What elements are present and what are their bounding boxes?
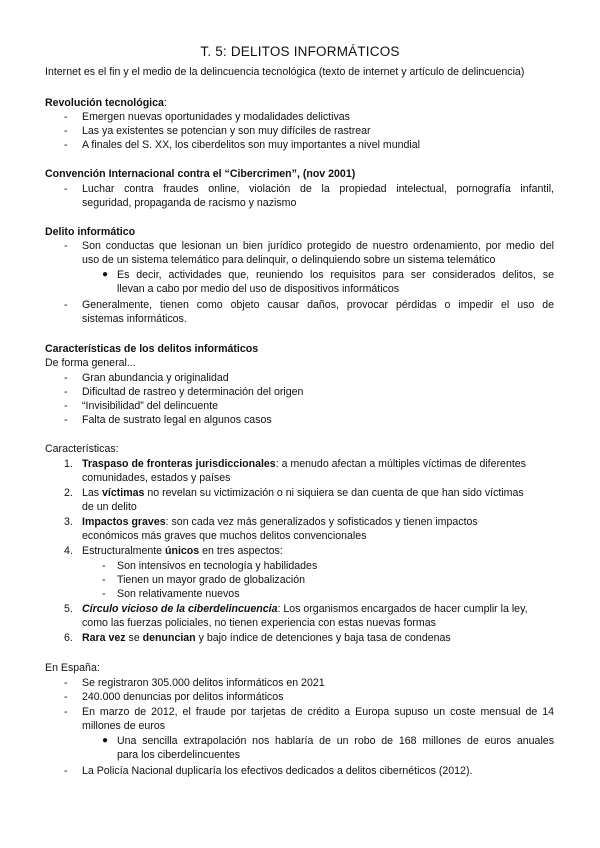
list-item: Las ya existentes se potencian y son muy difíciles de rastrear (82, 125, 371, 137)
list-item: Gran abundancia y originalidad (82, 372, 229, 384)
dash-bullet: - (64, 414, 68, 426)
numbered-item-continuation: de un delito (82, 501, 137, 513)
page-title: T. 5: DELITOS INFORMÁTICOS (200, 44, 400, 59)
numbered-item-continuation: comunidades, estados y países (82, 472, 231, 484)
numbered-item-1: Traspaso de fronteras jurisdiccionales: a menudo afectan a múltiples víctimas de diferentes (82, 458, 526, 470)
section-heading-delito: Delito informático (45, 226, 136, 238)
list-item-continuation: sistemas informáticos. (82, 313, 187, 325)
dash-bullet: - (64, 386, 68, 398)
dash-bullet: - (64, 677, 68, 689)
list-number: 1. (64, 458, 73, 470)
numbered-item-continuation: económicos más graves que muchos delitos convencionales (82, 530, 367, 542)
numbered-item-continuation: como las fuerzas policiales, no tienen experiencia con estas nuevas formas (82, 617, 436, 629)
sub-list-item-continuation: llevan a cabo por medio del uso de dispositivos informáticos (117, 283, 400, 295)
list-item: Se registraron 305.000 delitos informáticos en 2021 (82, 677, 325, 689)
dash-bullet: - (64, 372, 68, 384)
list-item: “Invisibilidad” del delincuente (82, 400, 219, 412)
dash-bullet: - (64, 765, 68, 777)
numbered-item-3: Impactos graves: son cada vez más generalizados y sofisticados y tienen impactos (82, 516, 478, 528)
sub-list-item: Tienen un mayor grado de globalización (117, 574, 306, 586)
dash-bullet: - (64, 139, 68, 151)
dash-bullet: - (64, 125, 68, 137)
sub-list-item: Es decir, actividades que, reuniendo los requisitos para ser considerados delitos, se (117, 269, 554, 281)
list-number: 2. (64, 487, 73, 499)
list-item: Luchar contra fraudes online, violación de la propiedad intelectual, pornografía infantil, (82, 183, 554, 195)
sub-list-item-continuation: para los ciberdelincuentes (117, 749, 241, 761)
intro-text: Internet es el fin y el medio de la delincuencia tecnológica (texto de internet y artículo de delincuencia) (45, 66, 525, 78)
list-item: Son conductas que lesionan un bien jurídico protegido de nuestro ordenamiento, por medio del (82, 240, 554, 252)
list-item: Emergen nuevas oportunidades y modalidades delictivas (82, 111, 350, 123)
dot-bullet: ● (102, 269, 109, 280)
dash-bullet: - (64, 240, 68, 252)
numbered-item-2: Las víctimas no revelan su victimización o ni siquiera se dan cuenta de que han sido víctimas (82, 487, 524, 499)
numbered-item-4: Estructuralmente únicos en tres aspectos: (82, 545, 283, 557)
list-number: 6. (64, 632, 73, 644)
list-number: 4. (64, 545, 73, 557)
list-number: 5. (64, 603, 73, 615)
dash-bullet: - (64, 706, 68, 718)
list-item: Falta de sustrato legal en algunos casos (82, 414, 272, 426)
characteristics-label: Características: (45, 443, 119, 455)
spain-label: En España: (45, 662, 100, 674)
list-item-continuation: uso de un sistema telemático para delinquir, o delinquiendo sobre un sistema telemático (82, 254, 496, 266)
dash-bullet: - (64, 400, 68, 412)
list-item: En marzo de 2012, el fraude por tarjetas de crédito a Europa supuso un coste mensual de 14 (82, 706, 554, 718)
numbered-item-5: Círculo vicioso de la ciberdelincuencia: Los organismos encargados de hacer cumplir la ley, (82, 603, 528, 615)
list-item-continuation: seguridad, propaganda de racismo y nazismo (82, 197, 297, 209)
section-heading-convencion: Convención Internacional contra el “Cibercrimen”, (nov 2001) (45, 168, 356, 180)
dash-bullet: - (64, 183, 68, 195)
dash-bullet: - (102, 588, 106, 600)
list-item: 240.000 denuncias por delitos informáticos (82, 691, 284, 703)
numbered-item-6: Rara vez se denuncian y bajo índice de detenciones y baja tasa de condenas (82, 632, 451, 644)
list-item: Generalmente, tienen como objeto causar daños, provocar pérdidas o impedir el uso de (82, 299, 554, 311)
sub-list-item: Una sencilla extrapolación nos hablaría de un robo de 168 millones de euros anuales (117, 735, 554, 747)
sub-list-item: Son intensivos en tecnología y habilidades (117, 560, 318, 572)
list-item: A finales del S. XX, los ciberdelitos son muy importantes a nivel mundial (82, 139, 420, 151)
dash-bullet: - (102, 574, 106, 586)
list-item: Dificultad de rastreo y determinación del origen (82, 386, 304, 398)
general-label: De forma general... (45, 357, 136, 369)
section-heading-revolucion: Revolución tecnológica: (45, 97, 167, 109)
dot-bullet: ● (102, 735, 109, 746)
dash-bullet: - (102, 560, 106, 572)
list-item-continuation: millones de euros (82, 720, 166, 732)
list-item: La Policía Nacional duplicaría los efectivos dedicados a delitos cibernéticos (2012). (82, 765, 473, 777)
section-heading-caracteristicas: Características de los delitos informáticos (45, 343, 259, 355)
list-number: 3. (64, 516, 73, 528)
dash-bullet: - (64, 111, 68, 123)
dash-bullet: - (64, 299, 68, 311)
sub-list-item: Son relativamente nuevos (117, 588, 240, 600)
dash-bullet: - (64, 691, 68, 703)
